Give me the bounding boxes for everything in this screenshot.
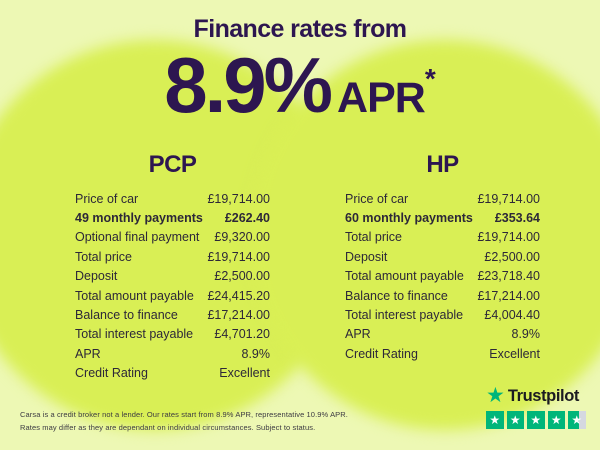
row-label: APR — [75, 346, 101, 361]
row-label: Total price — [345, 230, 402, 245]
row-value: £19,714.00 — [207, 249, 270, 264]
row-label: 49 monthly payments — [75, 211, 203, 226]
row-value: £23,718.40 — [477, 269, 540, 284]
disclaimer-line-2: Rates may differ as they are dependant on individual circumstances. Subject to status. — [20, 422, 316, 432]
disclaimer-line-1: Carsa is a credit broker not a lender. Our rates start from 8.9% APR, representative 10.9% APR. — [20, 410, 348, 419]
trustpilot-badge — [486, 383, 590, 429]
row-value: £19,714.00 — [477, 191, 540, 206]
row-label: APR — [345, 327, 371, 342]
row-label: Balance to finance — [75, 308, 178, 323]
trustpilot-star-icon: ★ — [486, 383, 505, 407]
row-value: £4,701.20 — [214, 327, 270, 342]
finance-row — [345, 344, 540, 363]
row-value: Excellent — [219, 366, 270, 381]
rate-value: 8.9% — [164, 41, 331, 129]
finance-row — [75, 325, 270, 344]
finance-row — [345, 286, 540, 305]
headline-rate — [0, 41, 600, 129]
page-title: Finance rates from — [193, 15, 407, 43]
finance-row — [345, 189, 540, 208]
finance-row — [345, 305, 540, 324]
finance-row — [75, 228, 270, 247]
rate-unit: APR — [337, 74, 425, 122]
trustpilot-wordmark: Trustpilot — [507, 387, 579, 405]
row-label: Total amount payable — [345, 269, 464, 284]
row-label: Deposit — [345, 249, 388, 264]
row-label: Optional final payment — [75, 230, 200, 245]
row-value: £17,214.00 — [477, 288, 540, 303]
trustpilot-star-box: ★ — [507, 411, 525, 429]
row-value: £353.64 — [494, 211, 540, 226]
row-value: £17,214.00 — [207, 308, 270, 323]
row-value: £4,004.40 — [484, 308, 540, 323]
row-label: Credit Rating — [345, 346, 418, 361]
row-value: £19,714.00 — [207, 191, 270, 206]
rate-footnote-marker: * — [424, 63, 436, 94]
row-value: £2,500.00 — [214, 269, 270, 284]
finance-row — [345, 228, 540, 247]
finance-row — [75, 267, 270, 286]
row-value: £262.40 — [224, 211, 270, 226]
finance-row — [75, 286, 270, 305]
finance-row — [345, 267, 540, 286]
row-value: 8.9% — [241, 346, 270, 361]
finance-row — [75, 208, 270, 227]
row-label: Total interest payable — [75, 327, 194, 342]
row-label: Total amount payable — [75, 288, 194, 303]
trustpilot-star-box: ★ — [486, 411, 504, 429]
trustpilot-star-box: ★ — [568, 411, 586, 429]
finance-row — [75, 189, 270, 208]
row-value: £2,500.00 — [484, 249, 540, 264]
finance-row — [75, 344, 270, 363]
finance-column-hp — [345, 151, 540, 364]
row-label: Price of car — [345, 191, 409, 206]
trustpilot-stars — [486, 411, 590, 429]
finance-row — [75, 305, 270, 324]
row-label: Balance to finance — [345, 288, 448, 303]
row-label: Credit Rating — [75, 366, 148, 381]
row-value: £19,714.00 — [477, 230, 540, 245]
finance-row — [75, 364, 270, 383]
column-title: HP — [426, 151, 459, 178]
row-label: Price of car — [75, 191, 139, 206]
trustpilot-logo — [486, 383, 590, 407]
finance-column-pcp — [75, 151, 270, 383]
row-label: Total price — [75, 249, 132, 264]
column-rows — [345, 189, 540, 364]
finance-row — [345, 208, 540, 227]
finance-row — [75, 247, 270, 266]
trustpilot-star-box: ★ — [548, 411, 566, 429]
finance-row — [345, 247, 540, 266]
disclaimer — [20, 409, 348, 434]
finance-row — [345, 325, 540, 344]
column-rows — [75, 189, 270, 383]
row-label: Deposit — [75, 269, 118, 284]
row-value: 8.9% — [511, 327, 540, 342]
row-label: Total interest payable — [345, 308, 464, 323]
column-title: PCP — [148, 151, 197, 178]
row-value: Excellent — [489, 346, 540, 361]
row-value: £9,320.00 — [214, 230, 270, 245]
row-value: £24,415.20 — [207, 288, 270, 303]
trustpilot-star-box: ★ — [527, 411, 545, 429]
row-label: 60 monthly payments — [345, 211, 473, 226]
